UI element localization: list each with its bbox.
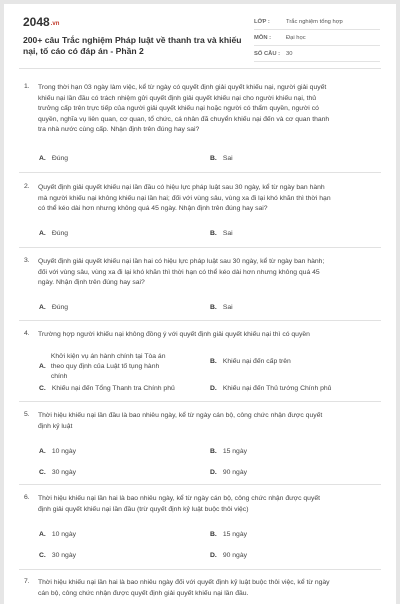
question-line: Trong thời hạn 03 ngày làm việc, kể từ ngày có quyết định giải quyết khiếu nại, người giải quyết <box>38 84 327 91</box>
question-divider <box>19 569 381 570</box>
question-line: định giải quyết khiếu nại lần đầu (trừ quyết định kỷ luật buộc thôi việc) <box>38 505 249 513</box>
option-letter: A. <box>39 531 46 538</box>
option-c[interactable] <box>39 384 175 394</box>
option-letter: A. <box>39 448 46 455</box>
meta-class-label: LỚP : <box>254 18 270 25</box>
question-number: 4. <box>24 330 30 337</box>
question-3 <box>4 257 396 327</box>
option-b[interactable] <box>210 530 247 540</box>
option-text: 90 ngày <box>222 469 247 476</box>
question-number: 1. <box>24 83 30 90</box>
question-divider <box>19 484 381 485</box>
option-a[interactable] <box>39 530 76 540</box>
question-divider <box>19 401 381 402</box>
question-line: Quyết định giải quyết khiếu nại lần đầu có hiệu lực pháp luật sau 30 ngày, kể từ ngày ban hành <box>38 184 325 191</box>
question-text <box>38 578 370 599</box>
option-text: 15 ngày <box>222 531 247 538</box>
logo-suffix: .vn <box>50 21 60 27</box>
option-letter: D. <box>210 385 217 392</box>
option-letter: C. <box>39 469 46 476</box>
option-letter: A. <box>39 155 46 162</box>
question-line: cán bộ, công chức nhận được quyết định giải quyết khiếu nại lần đầu. <box>38 589 249 597</box>
question-line: Thời hiệu khiếu nại lần đầu là bao nhiêu ngày, kể từ ngày cán bộ, công chức nhận được quyết <box>38 412 323 419</box>
document-meta <box>254 14 380 62</box>
option-a[interactable] <box>39 352 171 382</box>
logo-text: 2048 <box>23 15 50 29</box>
option-text: Khiếu nại đến Thủ tướng Chính phủ <box>222 385 332 392</box>
option-letter: B. <box>210 230 217 237</box>
question-line: Thời hiệu khiếu nại lần hai là bao nhiêu ngày, kể từ ngày cán bộ, công chức nhận được quyết <box>38 495 321 502</box>
question-text <box>38 411 370 432</box>
option-a[interactable] <box>39 447 76 457</box>
option-text: Sai <box>222 304 233 311</box>
question-2 <box>4 183 396 253</box>
option-letter: B. <box>210 448 217 455</box>
option-text: Khiếu nại đến cấp trên <box>222 358 291 365</box>
question-text <box>38 330 370 341</box>
option-text: Đúng <box>51 304 69 311</box>
meta-count-label: SỐ CÂU : <box>254 50 281 57</box>
header-divider <box>19 68 381 69</box>
option-letter: C. <box>39 552 46 559</box>
option-letter: D. <box>210 469 217 476</box>
option-a[interactable] <box>39 154 68 164</box>
option-text: 15 ngày <box>222 448 247 455</box>
question-1 <box>4 83 396 173</box>
question-6 <box>4 494 396 564</box>
option-a[interactable] <box>39 229 68 239</box>
option-letter: B. <box>210 304 217 311</box>
option-c[interactable] <box>39 551 76 561</box>
meta-subject-value: Đại học <box>286 34 306 41</box>
question-line: quyền, nghĩa vụ liên quan, cơ quan, tổ chức, cá nhân đã chuyển khiếu nại đến và cơ quan thanh <box>38 115 330 123</box>
option-letter: A. <box>39 363 46 370</box>
option-c[interactable] <box>39 468 76 478</box>
option-text: Sai <box>222 155 233 162</box>
question-line: đối với vùng sâu, vùng xa đi lại khó khăn thì thời hạn có thể kéo dài hơn nhưng không quá 45 <box>38 268 320 276</box>
question-number: 2. <box>24 183 30 190</box>
option-b[interactable] <box>210 357 291 367</box>
question-line: khiếu nại lần đầu có trách nhiệm gửi quyết định giải quyết khiếu nại cho người khiếu nại, thủ <box>38 94 317 102</box>
option-text: 90 ngày <box>222 552 247 559</box>
question-number: 7. <box>24 578 30 585</box>
option-text: Khởi kiện vụ án hành chính tại Tòa án theo quy định của Luật tố tụng hành chính <box>50 353 166 380</box>
question-divider <box>19 172 381 173</box>
question-line: Trường hợp người khiếu nại không đồng ý với quyết định giải quyết khiếu nại thì có quyền <box>38 331 310 338</box>
question-text <box>38 494 370 515</box>
question-line: định kỷ luật <box>38 422 73 430</box>
question-line: Thời hiệu khiếu nại lần hai là bao nhiêu ngày đối với quyết định kỷ luật buộc thôi việc, kể từ ngày <box>38 579 330 586</box>
question-text <box>38 83 370 136</box>
question-number: 6. <box>24 494 30 501</box>
question-line: mà người khiếu nại không khiếu nại lần hai; đối với vùng sâu, vùng xa đi lại khó khăn thì thời hạn <box>38 194 331 202</box>
option-text: 30 ngày <box>51 552 76 559</box>
option-text: 10 ngày <box>51 531 76 538</box>
site-logo[interactable] <box>23 15 59 29</box>
meta-subject-row <box>254 30 380 46</box>
option-text: 10 ngày <box>51 448 76 455</box>
document-header <box>4 4 396 66</box>
option-text: Đúng <box>51 230 69 237</box>
question-text <box>38 257 370 289</box>
meta-count-row <box>254 46 380 62</box>
option-b[interactable] <box>210 447 247 457</box>
option-letter: B. <box>210 358 217 365</box>
option-d[interactable] <box>210 384 331 394</box>
meta-count-value: 30 <box>286 50 293 57</box>
option-letter: A. <box>39 230 46 237</box>
document-page <box>4 4 396 604</box>
option-b[interactable] <box>210 303 233 313</box>
option-d[interactable] <box>210 551 247 561</box>
option-letter: D. <box>210 552 217 559</box>
question-5 <box>4 411 396 481</box>
question-line: trưởng cấp trên trực tiếp của người giải quyết khiếu nại hoặc người có thẩm quyền, người có <box>38 105 319 113</box>
option-b[interactable] <box>210 229 233 239</box>
question-divider <box>19 320 381 321</box>
option-text: Sai <box>222 230 233 237</box>
question-line: Quyết định giải quyết khiếu nại lần hai có hiệu lực pháp luật sau 30 ngày, kể từ ngày ban hành; <box>38 258 325 265</box>
question-divider <box>19 247 381 248</box>
option-b[interactable] <box>210 154 233 164</box>
question-line: tra nhà nước cùng cấp. Nhận định trên đúng hay sai? <box>38 126 200 134</box>
option-letter: B. <box>210 531 217 538</box>
question-number: 3. <box>24 257 30 264</box>
question-number: 5. <box>24 411 30 418</box>
option-a[interactable] <box>39 303 68 313</box>
option-d[interactable] <box>210 468 247 478</box>
question-4 <box>4 330 396 400</box>
question-text <box>38 183 370 215</box>
meta-class-value: Trắc nghiệm tổng hợp <box>286 18 343 25</box>
meta-subject-label: MÔN : <box>254 34 272 41</box>
meta-class-row <box>254 14 380 30</box>
option-text: Đúng <box>51 155 69 162</box>
question-line: có thể kéo dài hơn nhưng không quá 45 ngày. Nhận định trên đúng hay sai? <box>38 205 268 213</box>
option-letter: C. <box>39 385 46 392</box>
question-7 <box>4 578 396 604</box>
document-title: 200+ câu Trắc nghiệm Pháp luật về thanh tra và khiếu nại, tố cáo có đáp án - Phần 2 <box>23 35 242 56</box>
option-text: 30 ngày <box>51 469 76 476</box>
option-text: Khiếu nại đến Tổng Thanh tra Chính phủ <box>51 385 175 392</box>
question-line: ngày. Nhận định trên đúng hay sai? <box>38 279 145 287</box>
option-letter: A. <box>39 304 46 311</box>
option-letter: B. <box>210 155 217 162</box>
